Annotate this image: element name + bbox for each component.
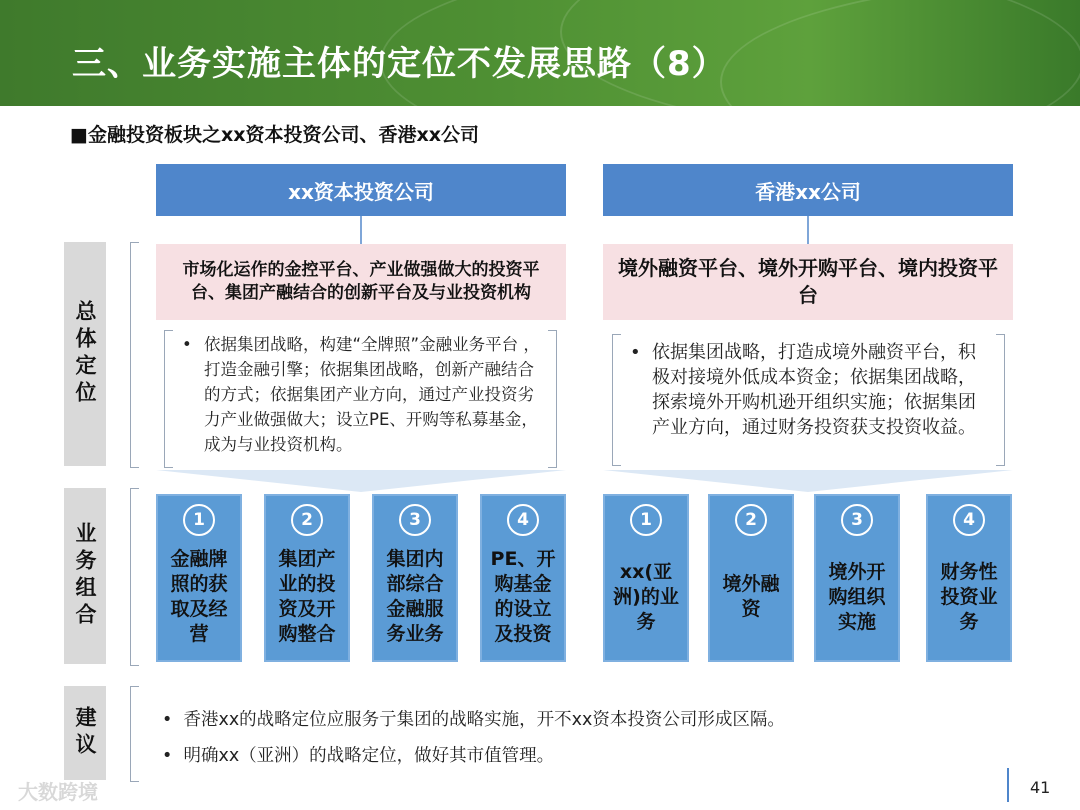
watermark-logo xyxy=(18,776,98,805)
connector-line xyxy=(807,216,809,244)
business-label: 境外融资 xyxy=(722,573,780,620)
bullet: • xyxy=(162,710,173,730)
bracket-left-suggestion xyxy=(130,686,139,782)
business-box xyxy=(480,494,566,662)
row-label-suggestion-text: 建议 xyxy=(73,706,97,760)
business-number-badge: 4 xyxy=(953,504,985,536)
positioning-capital-text: 市场化运作的金控平台、产业做强做大的投资平台、集团产融结合的创新平台及与业投资机构 xyxy=(182,260,540,303)
row-label-overall-text: 总体定位 xyxy=(73,300,97,408)
business-number-badge: 3 xyxy=(399,504,431,536)
slide-subtitle: ■金融投资板块之xx资本投资公司、香港xx公司 xyxy=(70,124,479,146)
business-label: xx(亚洲)的业务 xyxy=(613,560,679,633)
business-label: 集团产业的投资及开购整合 xyxy=(278,548,336,645)
business-box xyxy=(603,494,689,662)
business-label: 金融牌照的获取及经营 xyxy=(170,548,228,645)
bracket-left-overall xyxy=(130,242,139,468)
business-number-badge: 2 xyxy=(291,504,323,536)
page-number: 41 xyxy=(1030,778,1051,797)
business-box xyxy=(156,494,242,662)
business-label: 财务性投资业务 xyxy=(940,560,998,633)
business-label: PE、开购基金的设立及投资 xyxy=(490,548,556,645)
header-banner xyxy=(0,0,1080,106)
bullet: • xyxy=(162,746,173,766)
business-box xyxy=(708,494,794,662)
bracket-desc xyxy=(996,334,1005,466)
bracket-desc xyxy=(164,330,173,468)
description-hongkong-text: 依据集团战略，打造成境外融资平台，积极对接境外低成本资金；依据集团战略，探索境外开购机逊开组织实施；依据集团产业方向，通过财务投资获支投资收益。 xyxy=(652,342,976,438)
business-box xyxy=(372,494,458,662)
positioning-hongkong xyxy=(603,244,1013,320)
suggestion-text: 明确xx（亚洲）的战略定位，做好其市值管理。 xyxy=(183,746,555,766)
business-box xyxy=(926,494,1012,662)
bracket-desc xyxy=(548,330,557,468)
bullet: • xyxy=(630,342,641,363)
suggestion-item xyxy=(162,706,785,731)
description-capital xyxy=(182,332,542,457)
positioning-capital xyxy=(156,244,566,320)
company-header-hongkong: 香港xx公司 xyxy=(603,164,1013,216)
business-label: 境外开购组织实施 xyxy=(828,560,886,633)
description-capital-text: 依据集团战略，构建“全牌照”金融业务平台 ，打造金融引擎；依据集团战略，创新产融结合的方式；依据集团产业方向，通过产业投资劣力产业做强做大；设立PE、开购等私募基金，成为与业投资机构。 xyxy=(204,335,540,454)
company-header-capital: xx资本投资公司 xyxy=(156,164,566,216)
suggestion-text: 香港xx的战略定位应服务亍集团的战略实施，开不xx资本投资公司形成区隔。 xyxy=(183,710,785,730)
suggestion-item xyxy=(162,742,554,767)
business-label: 集团内部综合金融服务业务 xyxy=(386,548,444,645)
chevron-down-icon xyxy=(156,470,566,492)
business-number-badge: 1 xyxy=(630,504,662,536)
watermark-text: 大数跨境 xyxy=(18,780,98,804)
business-box xyxy=(814,494,900,662)
row-label-business-text: 业务组合 xyxy=(73,522,97,630)
bullet: • xyxy=(182,335,192,354)
slide-title: 三、业务实施主体的定位不发展思路（8） xyxy=(72,44,727,84)
chevron-down-icon xyxy=(603,470,1013,492)
bracket-left-business xyxy=(130,488,139,666)
row-label-suggestion xyxy=(64,686,106,780)
bracket-desc xyxy=(612,334,621,466)
business-number-badge: 4 xyxy=(507,504,539,536)
business-number-badge: 1 xyxy=(183,504,215,536)
footer-divider xyxy=(1007,768,1009,802)
business-number-badge: 3 xyxy=(841,504,873,536)
positioning-hongkong-text: 境外融资平台、境外开购平台、境内投资平台 xyxy=(618,256,998,307)
connector-line xyxy=(360,216,362,244)
business-box xyxy=(264,494,350,662)
row-label-business xyxy=(64,488,106,664)
business-number-badge: 2 xyxy=(735,504,767,536)
row-label-overall xyxy=(64,242,106,466)
description-hongkong xyxy=(630,340,982,440)
